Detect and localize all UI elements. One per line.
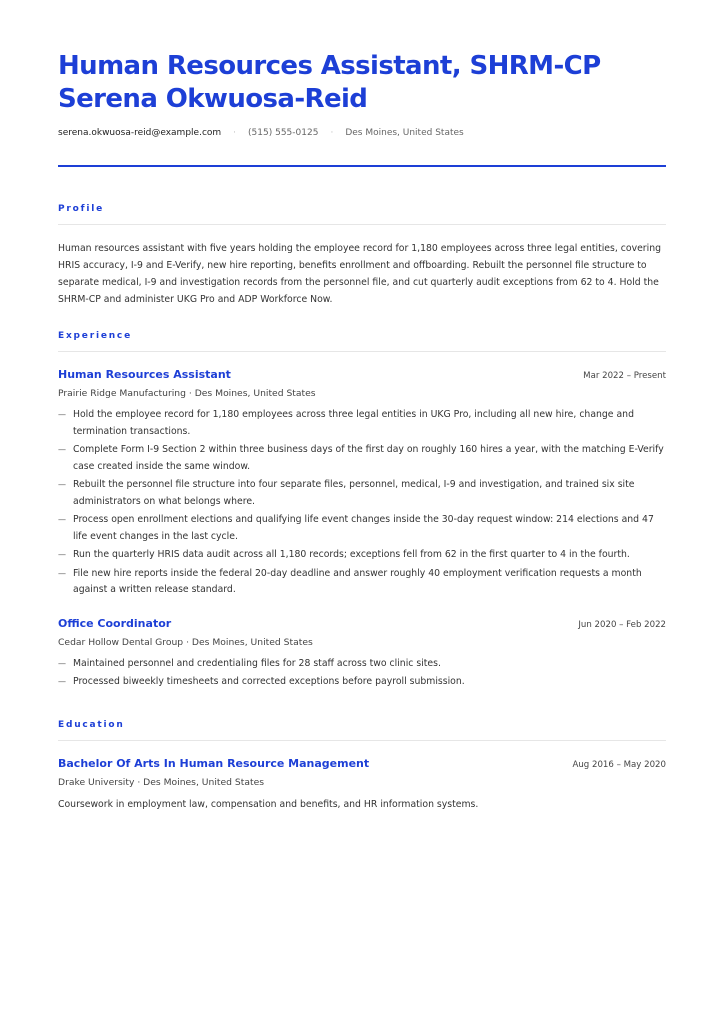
entry-dates: Mar 2022 – Present — [583, 371, 666, 381]
entry-title: Bachelor Of Arts In Human Resource Management — [58, 756, 370, 770]
bullet-item: — Process open enrollment elections and qualifying life event changes inside the 30-day request window: 214 elections and 47 life event changes in the last cycle. — [58, 512, 666, 545]
section-divider — [58, 351, 666, 352]
entry-note: Coursework in employment law, compensation and benefits, and HR information systems. — [58, 798, 479, 810]
experience-entry — [58, 368, 666, 599]
section-divider — [58, 224, 666, 225]
contact-separator: · — [233, 128, 237, 138]
contact-line — [58, 126, 666, 140]
entry-title: Office Coordinator — [58, 616, 172, 630]
entry-header — [58, 617, 666, 631]
contact-email[interactable]: serena.okwuosa-reid@example.com — [58, 128, 222, 138]
education-entry — [58, 757, 666, 812]
resume-header — [58, 50, 666, 167]
section-heading-education: Education — [58, 719, 125, 730]
bullet-item: — Run the quarterly HRIS data audit across all 1,180 records; exceptions fell from 62 in the first quarter to 4 in the fourth. — [58, 547, 666, 564]
contact-phone: (515) 555-0125 — [248, 128, 319, 138]
entry-organization: Drake University · Des Moines, United States — [58, 776, 265, 788]
section-heading-experience: Experience — [58, 331, 132, 341]
bullet-item: — Processed biweekly timesheets and corrected exceptions before payroll submission. — [58, 674, 666, 691]
entry-bullets — [58, 407, 666, 599]
resume-heading — [58, 50, 666, 116]
entry-header — [58, 757, 666, 771]
entry-organization: Prairie Ridge Manufacturing · Des Moines, United States — [58, 388, 316, 399]
entry-dates: Aug 2016 – May 2020 — [572, 759, 666, 770]
contact-separator: · — [330, 128, 334, 138]
experience-entry — [58, 617, 666, 691]
experience-section — [58, 330, 666, 691]
section-divider — [58, 740, 666, 741]
contact-location: Des Moines, United States — [345, 128, 464, 138]
bullet-item: — Hold the employee record for 1,180 employees across three legal entities in UKG Pro, including all new hire, change and termination transactions. — [58, 407, 666, 440]
bullet-item: — Rebuilt the personnel file structure into four separate files, personnel, medical, I-9 and investigation, and trained six site administrators on what belongs where. — [58, 477, 666, 510]
entry-bullets — [58, 656, 666, 691]
education-section — [58, 719, 666, 812]
bullet-item: — File new hire reports inside the federal 20-day deadline and answer roughly 40 employment verification requests a month against a written release standard. — [58, 566, 666, 599]
entry-header — [58, 368, 666, 382]
section-heading-profile: Profile — [58, 204, 105, 214]
entry-title: Human Resources Assistant — [58, 368, 231, 381]
candidate-name: Serena Okwuosa-Reid — [58, 84, 368, 114]
entry-dates: Jun 2020 – Feb 2022 — [578, 619, 666, 630]
entry-organization: Cedar Hollow Dental Group · Des Moines, United States — [58, 636, 313, 648]
profile-summary: Human resources assistant with five years holding the employee record for 1,180 employees across three legal entities, covering HRIS accuracy, I-9 and E-Verify, new hire reporting, benefits enrollment and offboarding. Rebuilt the personnel file structure to separate medical, I-9 and investigation records from the personnel file, and cut quarterly audit exceptions from 62 to 4. Hold the SHRM-CP and administer UKG Pro and ADP Workforce Now. — [58, 243, 662, 305]
header-divider — [58, 165, 666, 167]
bullet-item: — Complete Form I-9 Section 2 within three business days of the first day on roughly 160 hires a year, with the matching E-Verify case created inside the same window. — [58, 442, 666, 475]
profile-section — [58, 203, 666, 308]
job-title: Human Resources Assistant, SHRM-CP — [58, 51, 601, 81]
bullet-item: — Maintained personnel and credentialing files for 28 staff across two clinic sites. — [58, 656, 666, 673]
